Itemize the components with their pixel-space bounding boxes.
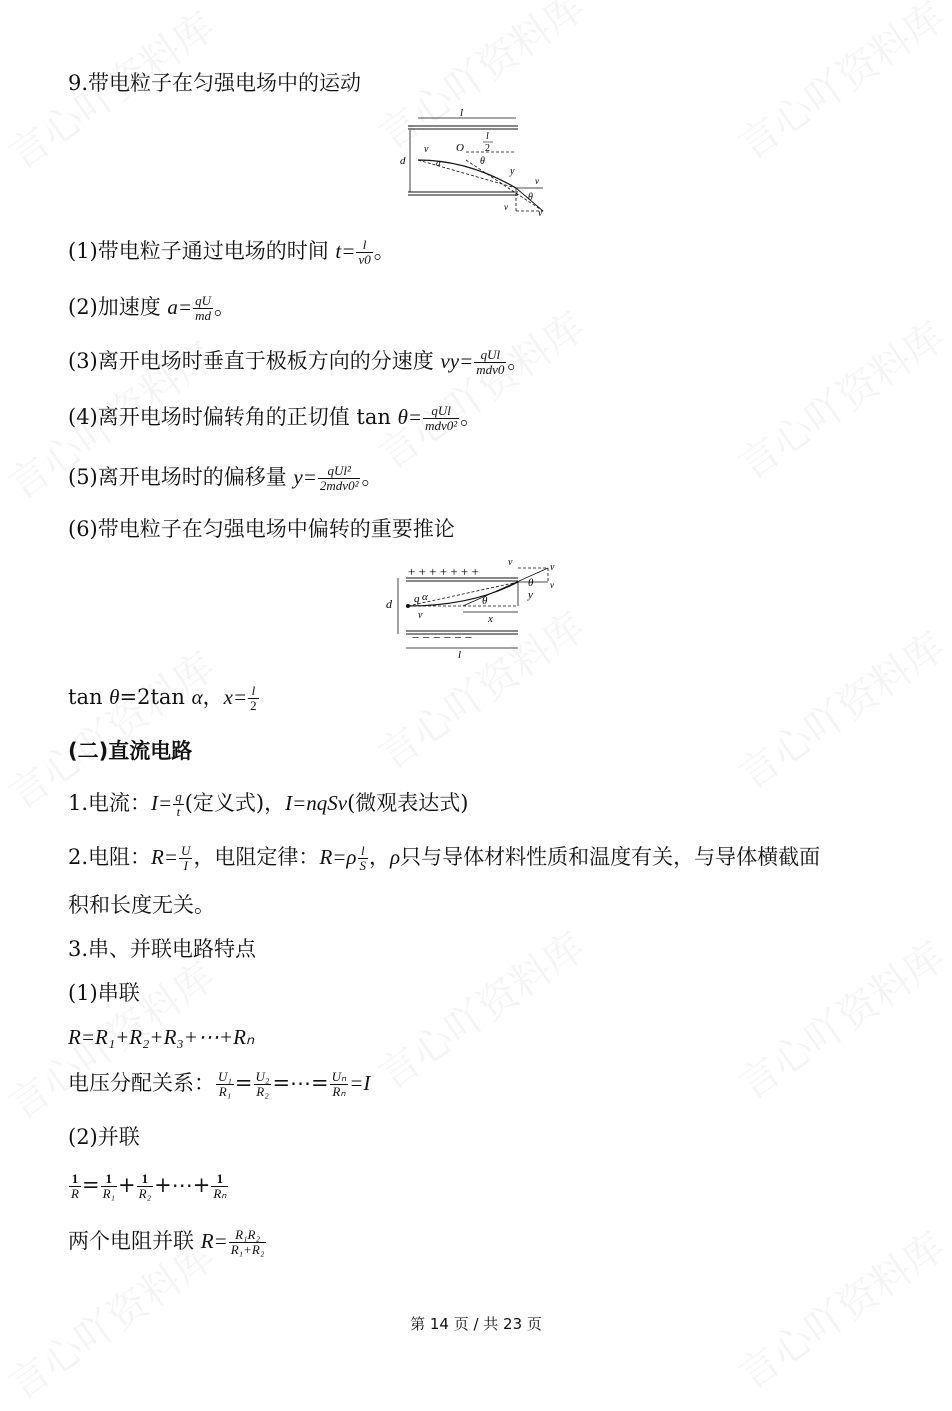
label-v: v: [550, 562, 555, 573]
watermark: [725, 926, 952, 1110]
fraction-num: q: [175, 789, 182, 804]
watermark: [725, 616, 952, 800]
label-theta-2: θ: [528, 192, 533, 203]
fraction-num: R₁R₂: [229, 1228, 267, 1243]
watermark: [725, 0, 952, 171]
fraction: [474, 348, 506, 377]
text: (1)串联: [68, 981, 140, 1005]
watermark: [365, 296, 594, 480]
text: tan: [68, 685, 110, 709]
text: (微观表达式): [347, 791, 469, 815]
fraction-den: t: [176, 804, 181, 819]
item-1: [68, 238, 395, 267]
text: (定义式)，: [184, 791, 286, 815]
fraction-den: v0: [358, 252, 371, 267]
dc-line-7: 电压分配关系： $\frac{\text{U₁}}{\text{R₁}}$ = $\frac{\text{U₂}}{\text{R₂}}$ =⋯= $\frac{\text{Uₙ}}{\text{Rₙ}}$ =I: [68, 1069, 371, 1099]
fraction: [137, 1172, 153, 1201]
fraction: [358, 844, 369, 873]
item-var: t=: [335, 239, 356, 263]
formula: I=nqSv: [285, 791, 348, 815]
fraction: [173, 790, 184, 819]
watermark: [365, 916, 594, 1100]
fraction-num: 1: [211, 1172, 228, 1187]
label-theta-2: θ: [528, 577, 534, 589]
section-title: [68, 70, 361, 96]
fraction-num: 1: [137, 1172, 153, 1187]
fraction-num: l: [358, 844, 369, 859]
label-x: x: [488, 613, 493, 625]
fraction-den: 2mdv0²: [319, 478, 359, 493]
fraction-den: R₂: [138, 1186, 152, 1201]
label-alpha: α: [436, 158, 441, 168]
label-y: y: [528, 589, 533, 601]
item-var: y=: [293, 465, 317, 489]
minus-charges: − − − − − −: [412, 630, 473, 645]
dc-line-9: $\frac{1}{R}$ = $\frac{1}{\text{R₁}}$ + $\frac{1}{\text{R₂}}$ +⋯+ $\frac{1}{\text{Rₙ}}$: [71, 1171, 227, 1201]
fraction: [179, 844, 192, 873]
text: ，: [369, 845, 391, 869]
label-vy: v: [508, 557, 513, 568]
fraction: [330, 1070, 349, 1099]
formula: R=: [151, 845, 179, 869]
fraction-num: Uₙ: [331, 1069, 347, 1084]
fraction-num: l: [248, 684, 259, 699]
page-footer: 第 14 页 / 共 23 页: [410, 1315, 542, 1333]
label-v0: v: [418, 610, 423, 621]
deflection-diagram-1: [398, 108, 558, 218]
watermark: [725, 1216, 952, 1400]
fraction: [356, 238, 372, 267]
fraction-den: Rₙ: [332, 1084, 346, 1099]
fraction-num: U: [181, 843, 191, 858]
item-text: (2)加速度: [68, 295, 168, 319]
watermark: [725, 306, 952, 490]
fraction-num: qU: [195, 293, 211, 308]
text: 电压分配关系：: [68, 1071, 215, 1095]
heading-text: (二)直流电路: [68, 739, 193, 763]
label-theta: θ: [482, 595, 488, 607]
fraction-den: R: [71, 1186, 79, 1201]
fraction: [101, 1172, 117, 1201]
comma: ，: [202, 685, 224, 709]
x-var: x=: [223, 685, 248, 709]
fraction-den: R₁: [218, 1084, 232, 1099]
conclusion: [68, 684, 260, 713]
section-title-text: 9.带电粒子在匀强电场中的运动: [68, 71, 362, 95]
fraction: [254, 1070, 272, 1099]
formula: R=R₁+R₂+R₃+⋯+Rₙ: [68, 1025, 255, 1049]
fraction: [248, 684, 259, 713]
text: ，电阻定律：: [193, 845, 320, 869]
fraction-num: U₁: [218, 1069, 232, 1084]
label-d: d: [386, 597, 392, 611]
text: =2tan: [119, 685, 192, 709]
text: =⋯=: [272, 1071, 329, 1095]
item-2: [68, 294, 235, 323]
section-heading-dc: [68, 738, 192, 764]
text: 2.电阻：: [68, 845, 152, 869]
fraction-num: qUl: [423, 404, 459, 419]
label-l: l: [458, 649, 462, 661]
label-v0: v: [424, 144, 429, 155]
fraction-num: 1: [101, 1172, 117, 1187]
item-text: (6)带电粒子在匀强电场中偏转的重要推论: [68, 517, 455, 541]
fraction-num: qUl: [474, 348, 506, 363]
label-v: v: [538, 208, 543, 218]
fraction-den: mdv0²: [425, 418, 458, 433]
fraction-den: I: [183, 858, 188, 873]
formula: R=: [200, 1229, 228, 1253]
plus-charges: + + + + + + +: [408, 564, 479, 579]
item-text: (1)带电粒子通过电场的时间: [68, 239, 336, 263]
text: 1.电流：: [68, 791, 152, 815]
item-text: (4)离开电场时偏转角的正切值 tan: [68, 405, 398, 429]
fraction-den: 2: [250, 698, 257, 713]
item-text: (5)离开电场时的偏移量: [68, 465, 294, 489]
fraction-den: R₂: [256, 1084, 269, 1099]
dc-line-6: [68, 1024, 254, 1050]
item-suffix: 。: [373, 239, 395, 263]
item-suffix: 。: [361, 465, 383, 489]
label-y: y: [510, 166, 515, 177]
fraction-den: S: [359, 858, 367, 873]
item-3: [68, 348, 528, 377]
fraction: [211, 1172, 228, 1201]
fraction-num: U₂: [255, 1069, 270, 1084]
fraction-num: l: [356, 238, 372, 253]
label-theta: θ: [480, 156, 485, 167]
label-d: d: [400, 155, 406, 167]
item-text: (3)离开电场时垂直于极板方向的分速度: [68, 349, 441, 373]
dc-line-3: [68, 892, 215, 918]
item-6: [68, 516, 455, 542]
theta: θ: [109, 685, 120, 709]
fraction-num: qUl²: [318, 464, 361, 479]
label-v0-right: v: [550, 580, 554, 590]
alpha: α: [191, 685, 203, 709]
text: 只与导体材料性质和温度有关，与导体横截面: [400, 845, 821, 869]
item-5: [68, 464, 382, 493]
label-l-half-num: l: [486, 131, 489, 142]
item-suffix: 。: [460, 405, 482, 429]
label-O: O: [456, 142, 464, 154]
text: 3.串、并联电路特点: [68, 937, 257, 961]
fraction-den: R₁: [102, 1186, 116, 1201]
fraction-den: md: [195, 308, 211, 323]
fraction-num: 1: [69, 1172, 81, 1187]
item-suffix: 。: [213, 295, 235, 319]
fraction-den: Rₙ: [213, 1186, 227, 1201]
label-q: q: [414, 593, 420, 605]
fraction-den: R₁+R₂: [230, 1242, 265, 1257]
fraction-den: mdv0: [476, 362, 505, 377]
item-var: a=: [167, 295, 193, 319]
fraction: [69, 1172, 81, 1201]
text: +⋯+: [154, 1173, 211, 1197]
dc-line-8: [68, 1124, 140, 1150]
label-l-half-den: 2: [485, 143, 490, 154]
item-4: [68, 404, 481, 433]
fraction: [318, 464, 361, 493]
formula: I=: [151, 791, 173, 815]
label-v0-right: v: [535, 176, 539, 186]
rho: ρ: [390, 845, 401, 869]
formula: =I: [349, 1071, 371, 1095]
fraction: [423, 404, 459, 433]
text: 积和长度无关。: [68, 893, 215, 917]
deflection-diagram-2: [382, 556, 572, 662]
label-vy: v: [504, 202, 508, 212]
item-suffix: 。: [507, 349, 529, 373]
dc-line-4: [68, 936, 256, 962]
dc-line-5: [68, 980, 140, 1006]
item-var: θ=: [397, 405, 423, 429]
text: 两个电阻并联: [68, 1229, 201, 1253]
fraction: [229, 1228, 267, 1257]
label-l: l: [460, 108, 464, 119]
item-var: vy=: [440, 349, 474, 373]
text: (2)并联: [68, 1125, 140, 1149]
dc-line-1: [68, 790, 469, 819]
fraction: [216, 1070, 234, 1099]
label-alpha: α: [422, 591, 428, 603]
fraction: [193, 294, 213, 323]
dc-line-2: [68, 844, 820, 873]
dc-line-10: [68, 1228, 267, 1257]
formula: R=ρ: [319, 845, 357, 869]
